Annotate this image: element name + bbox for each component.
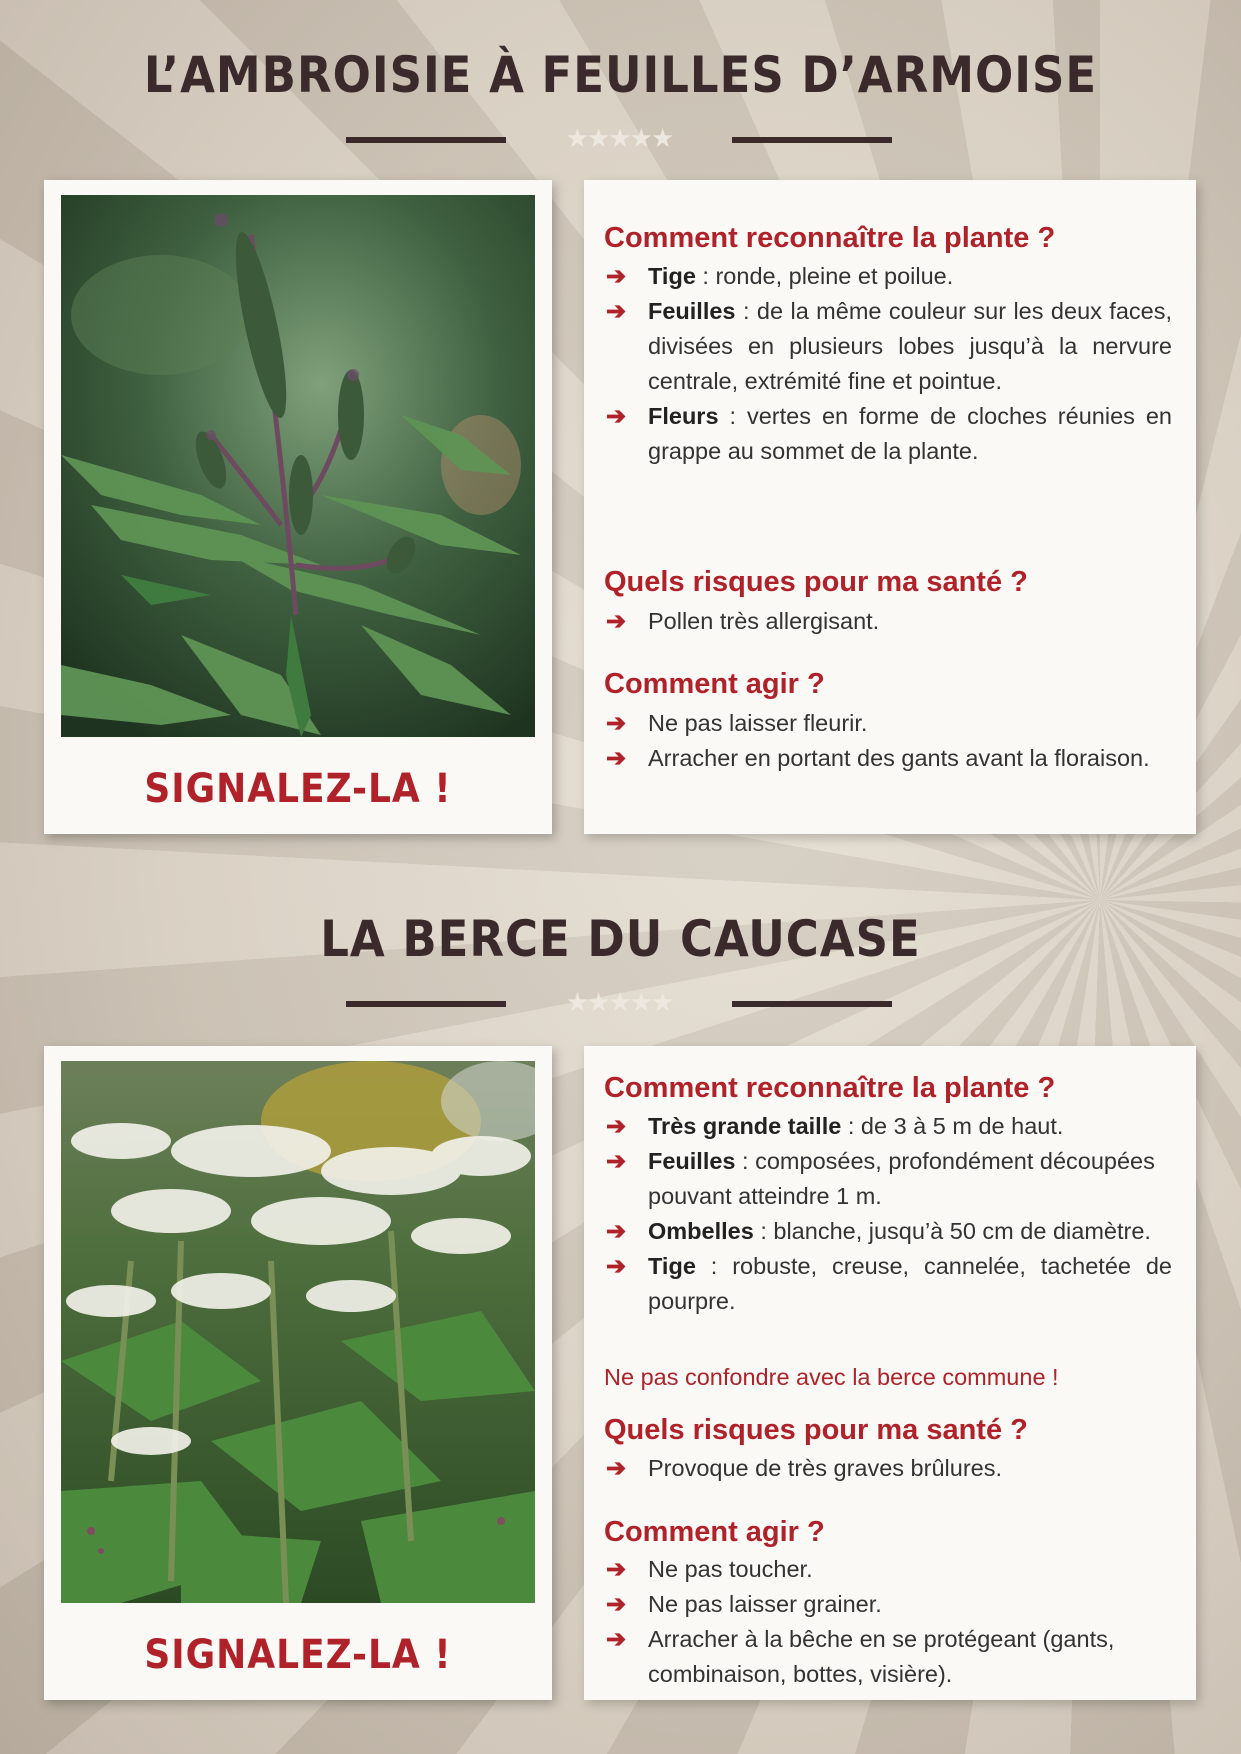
act-heading: Comment agir ? bbox=[604, 668, 825, 700]
act-list bbox=[606, 706, 1172, 776]
divider-bar-left bbox=[346, 137, 506, 143]
ragweed-photo bbox=[61, 195, 535, 737]
divider-bar-left bbox=[346, 1001, 506, 1007]
section2-title: LA BERCE DU CAUCASE bbox=[320, 910, 921, 968]
list-item: ➔ Feuilles : de la même couleur sur les deux faces, divisées en plusieurs lobes jusqu’à la nervure centrale, extrémité fine et pointue. bbox=[606, 294, 1172, 399]
arrow-right-icon: ➔ bbox=[606, 1148, 627, 1175]
report-it-label: SIGNALEZ-LA ! bbox=[144, 1632, 452, 1678]
arrow-right-icon: ➔ bbox=[606, 1218, 627, 1245]
arrow-right-icon: ➔ bbox=[606, 1591, 627, 1618]
list-item: ➔ Tige : ronde, pleine et poilue. bbox=[606, 259, 1172, 294]
hogweed-photo bbox=[61, 1061, 535, 1603]
act-heading: Comment agir ? bbox=[604, 1516, 825, 1548]
title-divider bbox=[346, 988, 892, 1018]
list-item: ➔ Arracher en portant des gants avant la floraison. bbox=[606, 741, 1172, 776]
arrow-right-icon: ➔ bbox=[606, 745, 627, 772]
warning-text: Ne pas confondre avec la berce commune ! bbox=[604, 1364, 1059, 1390]
hogweed-info-card bbox=[584, 1046, 1196, 1700]
stars-icon: ★★★★★ bbox=[565, 988, 673, 1018]
risks-heading: Quels risques pour ma santé ? bbox=[604, 566, 1028, 598]
list-item: ➔ Ne pas laisser fleurir. bbox=[606, 706, 1172, 741]
arrow-right-icon: ➔ bbox=[606, 1455, 627, 1482]
report-it-label: SIGNALEZ-LA ! bbox=[144, 766, 452, 812]
divider-bar-right bbox=[732, 137, 892, 143]
list-item: ➔ Ne pas laisser grainer. bbox=[606, 1587, 1172, 1622]
recognize-heading: Comment reconnaître la plante ? bbox=[604, 1072, 1056, 1104]
hogweed-photo-card bbox=[44, 1046, 552, 1700]
arrow-right-icon: ➔ bbox=[606, 710, 627, 737]
recognize-list bbox=[606, 1109, 1172, 1319]
recognize-list bbox=[606, 259, 1172, 469]
divider-bar-right bbox=[732, 1001, 892, 1007]
list-item: ➔ Ombelles : blanche, jusqu’à 50 cm de diamètre. bbox=[606, 1214, 1172, 1249]
arrow-right-icon: ➔ bbox=[606, 608, 627, 635]
ragweed-info-card bbox=[584, 180, 1196, 834]
arrow-right-icon: ➔ bbox=[606, 1626, 627, 1653]
list-item: ➔ Fleurs : vertes en forme de cloches réunies en grappe au sommet de la plante. bbox=[606, 399, 1172, 469]
arrow-right-icon: ➔ bbox=[606, 298, 627, 325]
stars-icon: ★★★★★ bbox=[565, 124, 673, 154]
list-item: ➔ Très grande taille : de 3 à 5 m de haut. bbox=[606, 1109, 1172, 1144]
list-item: ➔ Feuilles : composées, profondément découpées pouvant atteindre 1 m. bbox=[606, 1144, 1172, 1214]
arrow-right-icon: ➔ bbox=[606, 263, 627, 290]
list-item: ➔ Pollen très allergisant. bbox=[606, 604, 1172, 639]
arrow-right-icon: ➔ bbox=[606, 1556, 627, 1583]
ragweed-photo-card bbox=[44, 180, 552, 834]
arrow-right-icon: ➔ bbox=[606, 1113, 627, 1140]
risks-list bbox=[606, 1451, 1172, 1486]
act-list bbox=[606, 1552, 1172, 1692]
recognize-heading: Comment reconnaître la plante ? bbox=[604, 222, 1056, 254]
arrow-right-icon: ➔ bbox=[606, 403, 627, 430]
risks-list bbox=[606, 604, 1172, 639]
list-item: ➔ Ne pas toucher. bbox=[606, 1552, 1172, 1587]
list-item: ➔ Arracher à la bêche en se protégeant (gants, combinaison, bottes, visière). bbox=[606, 1622, 1172, 1692]
title-divider bbox=[346, 124, 892, 154]
section1-title: L’AMBROISIE À FEUILLES D’ARMOISE bbox=[143, 46, 1098, 104]
risks-heading: Quels risques pour ma santé ? bbox=[604, 1414, 1028, 1446]
arrow-right-icon: ➔ bbox=[606, 1253, 627, 1280]
list-item: ➔ Tige : robuste, creuse, cannelée, tachetée de pourpre. bbox=[606, 1249, 1172, 1319]
list-item: ➔ Provoque de très graves brûlures. bbox=[606, 1451, 1172, 1486]
